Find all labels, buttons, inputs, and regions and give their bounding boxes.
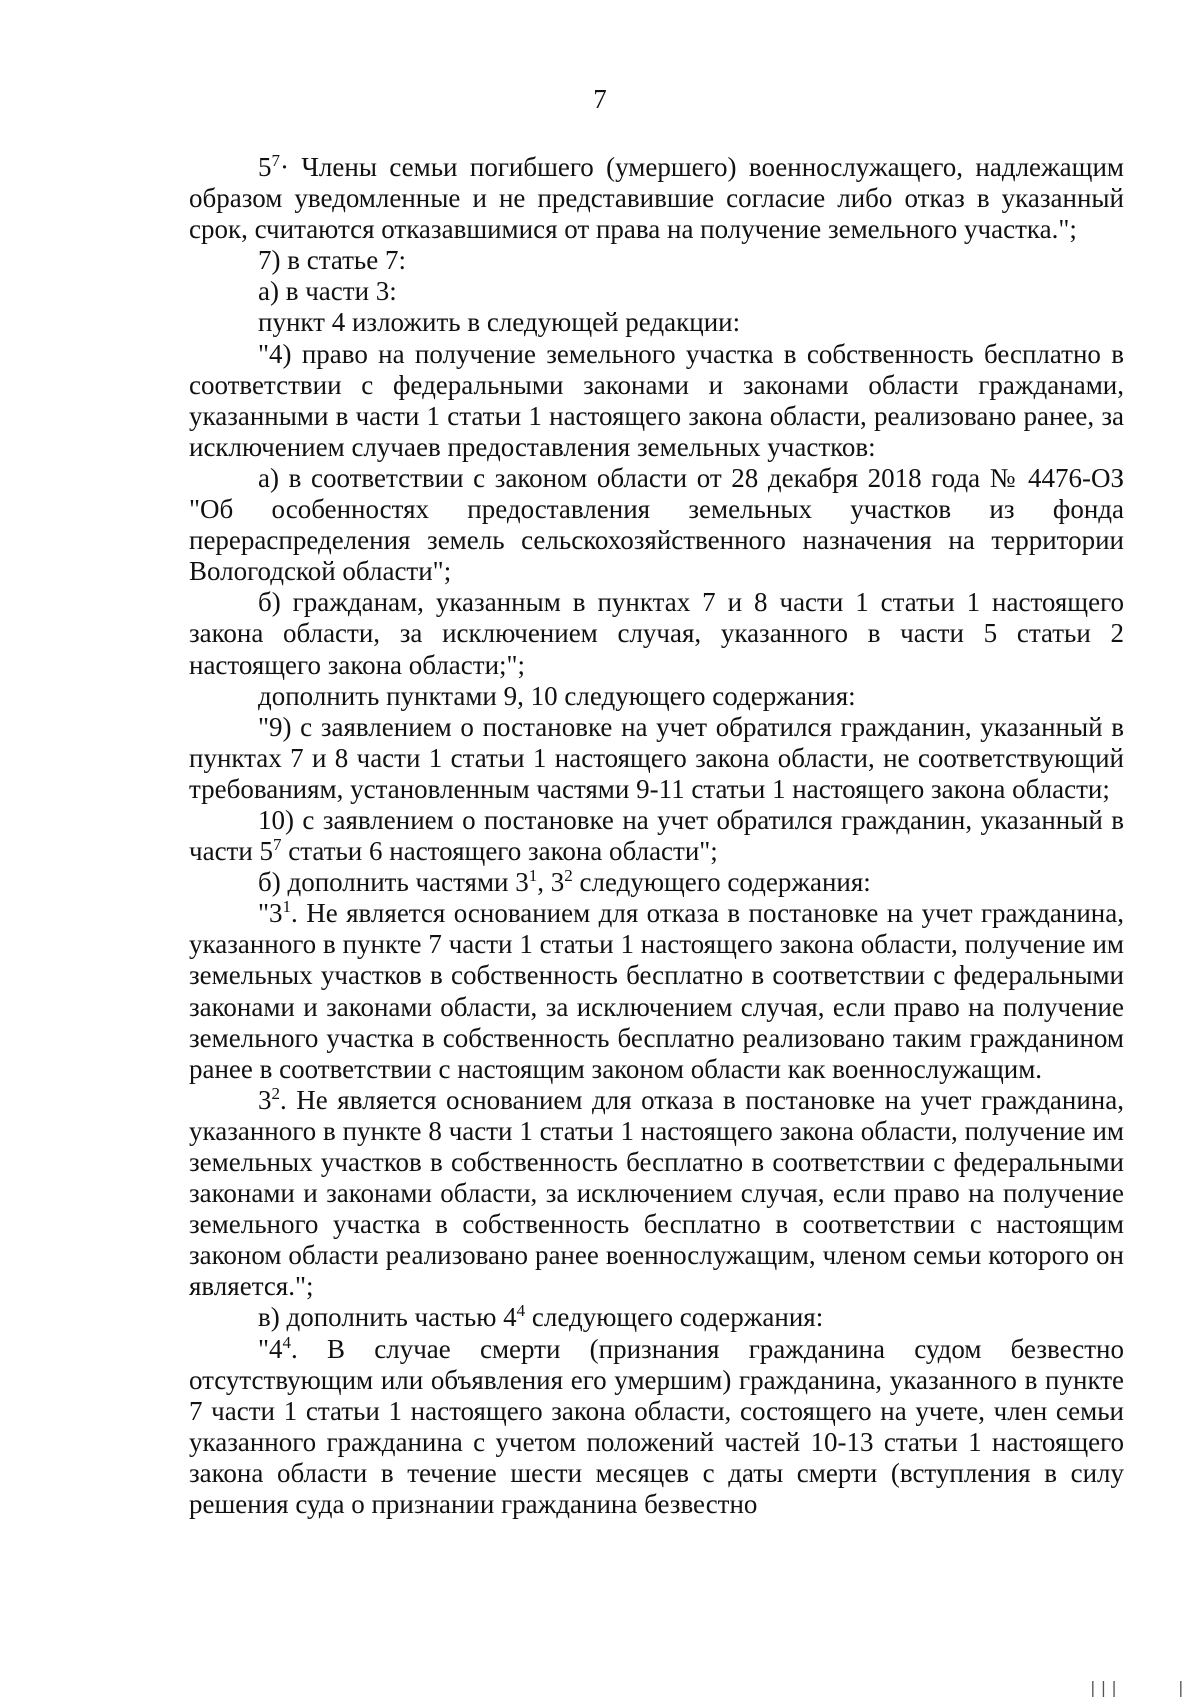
text-run: следующего содержания: — [572, 867, 871, 898]
text-run: пункт 4 изложить в следующей редакции: — [258, 307, 741, 338]
text-run: следующего содержания: — [525, 1302, 824, 1333]
text-run: 3 — [258, 1084, 272, 1115]
text-run: б) дополнить частями 3 — [258, 867, 529, 898]
scan-edge-mark: ||| — [1088, 1678, 1120, 1697]
superscript: 2 — [271, 1083, 280, 1103]
superscript: 7 — [271, 151, 280, 170]
text-run: "9) с заявлением о постановке на учет обратился гражданин, указанный в пунктах 7 и 8 части 1 статьи 1 настоящего закона области, не соответствующий требованиям, установленным частями 9-11 статьи 1 настоящего закона области; — [189, 711, 1124, 804]
superscript: 2 — [564, 866, 573, 886]
paragraph — [189, 276, 1124, 307]
paragraph — [189, 898, 1124, 1085]
text-run: 7) в статье 7: — [258, 245, 406, 276]
paragraph — [189, 1085, 1124, 1303]
superscript: 4 — [282, 1332, 292, 1352]
text-run: . Не является основанием для отказа в постановке на учет гражданина, указанного в пункте 7 части 1 статьи 1 настоящего закона области, получение им земельных участков в собственность бесплатно в соответствии с федеральными законами и законами области, за исключением случая, если право на получение земельного участка в собственность бесплатно реализовано таким гражданином ранее в соответствии с настоящим законом области как военнослужащим. — [189, 898, 1124, 1084]
text-run: , 3 — [537, 867, 565, 898]
paragraph — [189, 245, 1124, 276]
paragraph — [189, 867, 1124, 898]
text-run: . Не является основанием для отказа в постановке на учет гражданина, указанного в пункте 8 части 1 статьи 1 настоящего закона области, получение им земельных участков в собственность бесплатно в соответствии с федеральными законами и законами области, за исключением случая, если право на получение земельного участка в собственность бесплатно в соответствии с настоящим законом области реализовано ранее военнослужащим, членом семьи которого он является."; — [189, 1084, 1124, 1302]
superscript: 7 — [273, 835, 282, 855]
paragraph — [189, 1302, 1124, 1333]
text-run: а) в части 3: — [258, 276, 397, 307]
text-run: дополнить пунктами 9, 10 следующего содержания: — [258, 680, 856, 711]
text-run: б) гражданам, указанным в пунктах 7 и 8 части 1 статьи 1 настоящего закона области, за исключением случая, указанного в части 5 статьи 2 настоящего закона области;"; — [189, 587, 1124, 680]
paragraph — [189, 587, 1124, 680]
text-run: а) в соответствии с законом области от 28 декабря 2018 года № 4476-ОЗ "Об особенностях предоставления земельных участков из фонда перераспределения земель сельскохозяйственного назначения на территории Вологодской области"; — [189, 462, 1124, 587]
paragraph — [189, 463, 1124, 587]
paragraph — [189, 307, 1124, 338]
text-run: . В случае смерти (признания гражданина судом безвестно отсутствующим или объявления его умершим) гражданина, указанного в пункте 7 части 1 статьи 1 настоящего закона области, состоящего на учете, член семьи указанного гражданина с учетом положений частей 10-13 статьи 1 настоящего закона области в течение шести месяцев с даты смерти (вступления в силу решения суда о признании гражданина безвестно — [189, 1333, 1124, 1520]
paragraph — [189, 339, 1124, 463]
scan-edge-mark: | — [1176, 1678, 1187, 1697]
superscript: 1 — [282, 897, 292, 917]
text-run: "4 — [258, 1333, 283, 1364]
text-run: "4) право на получение земельного участка в собственность бесплатно в соответствии с федеральными законами и законами области гражданами, указанными в части 1 статьи 1 настоящего закона области, реализовано ранее, за исключением случаев предоставления земельных участков: — [189, 338, 1124, 462]
text-run: 10) с заявлением о постановке на учет обратился гражданин, указанный в части 5 — [189, 804, 1124, 867]
superscript: 4 — [516, 1301, 526, 1321]
paragraph — [189, 805, 1124, 867]
text-run: · Члены семьи погибшего (умершего) военнослужащего, надлежащим образом уведомленные и не представившие согласие либо отказ в указанный срок, считаются отказавшимися от права на получение земельного участка."; — [189, 152, 1124, 245]
paragraph — [189, 681, 1124, 712]
superscript: 1 — [528, 866, 538, 886]
paragraph — [189, 152, 1124, 245]
text-run: "3 — [258, 898, 283, 929]
page-number: 7 — [593, 84, 607, 114]
text-run: в) дополнить частью 4 — [258, 1302, 517, 1333]
text-run: статьи 6 настоящего закона области"; — [281, 836, 718, 867]
paragraph — [189, 712, 1124, 805]
text-run: 5 — [258, 152, 272, 182]
body-text — [189, 152, 1124, 1520]
paragraph — [189, 1334, 1124, 1521]
